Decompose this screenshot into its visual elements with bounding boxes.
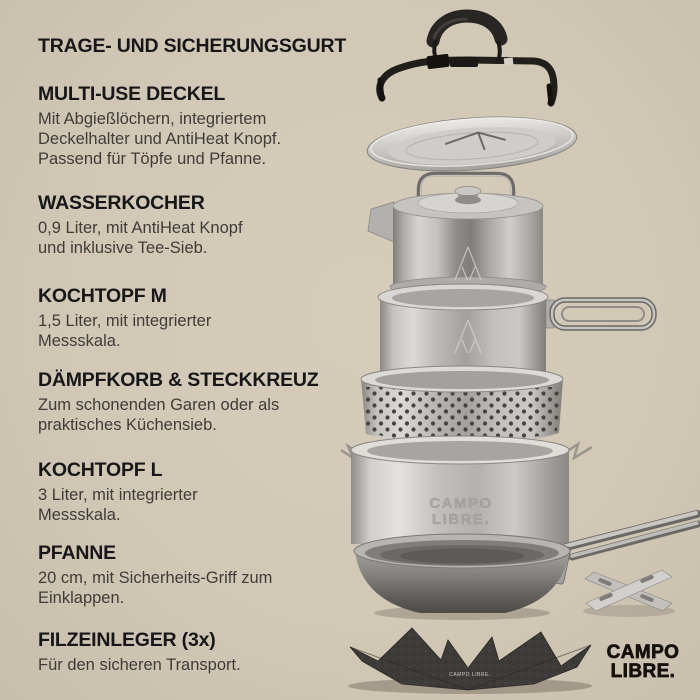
feature-pot-m: [38, 284, 211, 351]
strap-tag: [504, 57, 514, 65]
feature-description-line: 0,9 Liter, mit AntiHeat Knopf: [38, 219, 243, 237]
feature-description-line: Für den sicheren Transport.: [38, 656, 241, 674]
feature-description-line: 1,5 Liter, mit integrierter: [38, 312, 212, 330]
feature-description-line: Passend für Töpfe und Pfanne.: [38, 150, 267, 168]
multi-use-lid-illustration: [365, 111, 578, 178]
pot-m-folding-handle: [552, 300, 654, 328]
feature-description-line: Messskala.: [38, 506, 121, 524]
feature-title: FILZEINLEGER (3x): [38, 629, 216, 651]
carry-strap-illustration: [380, 16, 554, 104]
feature-description-line: praktisches Küchensieb.: [38, 416, 217, 434]
feature-felt-liners: [38, 628, 241, 675]
antiheat-knob: [455, 187, 481, 196]
feature-description-line: Mit Abgießlöchern, integriertem: [38, 110, 267, 128]
feature-pot-l: [38, 458, 198, 525]
kettle-spout: [368, 202, 394, 242]
feature-title: TRAGE- UND SICHERUNGSGURT: [38, 35, 347, 57]
steamer-basket-illustration: [361, 366, 563, 447]
pot-embossed-logo-line1: CAMPO: [429, 495, 493, 512]
feature-description-line: und inklusive Tee-Sieb.: [38, 239, 208, 257]
brand-logo: [597, 644, 689, 681]
feature-steamer-basket: [38, 368, 319, 435]
feature-pan: [38, 541, 272, 608]
feature-title: MULTI-USE DECKEL: [38, 83, 226, 105]
feature-title: WASSERKOCHER: [38, 192, 205, 214]
feature-description-line: Deckelhalter und AntiHeat Knopf.: [38, 130, 282, 148]
feature-title: PFANNE: [38, 542, 116, 564]
brand-logo-line2: LIBRE.: [610, 660, 676, 682]
feature-title: KOCHTOPF M: [38, 285, 167, 307]
feature-description-line: Zum schonenden Garen oder als: [38, 396, 280, 414]
feature-description-line: 3 Liter, mit integrierter: [38, 486, 198, 504]
pot-embossed-logo-line2: LIBRE.: [431, 511, 491, 528]
feature-description-line: Messskala.: [38, 332, 121, 350]
feature-description-line: Einklappen.: [38, 589, 125, 607]
strap-buckle: [426, 54, 449, 70]
pot-stand-cross-illustration: [583, 570, 675, 617]
felt-brand-print: CAMPO LIBRE.: [449, 672, 491, 678]
feature-multi-use-lid: [38, 82, 281, 169]
feature-title: DÄMPFKORB & STECKKREUZ: [38, 369, 319, 391]
feature-description-line: 20 cm, mit Sicherheits-Griff zum: [38, 569, 273, 587]
pot-l-illustration: [341, 436, 592, 544]
felt-liners-illustration: [348, 628, 592, 694]
feature-title: KOCHTOPF L: [38, 459, 163, 481]
pot-m-illustration: [378, 284, 654, 375]
feature-kettle: [38, 191, 243, 258]
feature-carry-strap: [38, 34, 346, 61]
kettle-illustration: [368, 174, 546, 297]
brand-logo-line1: CAMPO: [606, 642, 680, 663]
